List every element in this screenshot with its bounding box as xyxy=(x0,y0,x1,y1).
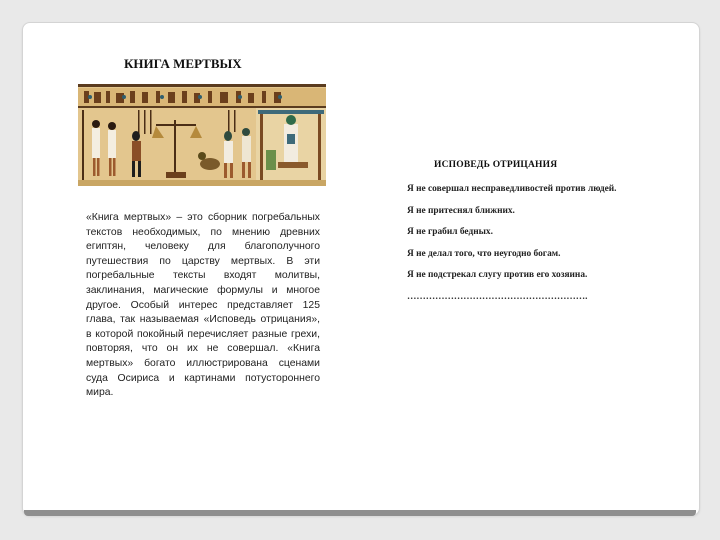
confession-item: Я не подстрекал слугу против его хозяина. xyxy=(407,270,588,280)
confession-item: Я не грабил бедных. xyxy=(407,227,493,237)
judgment-scene-image xyxy=(78,84,326,186)
slide-title: КНИГА МЕРТВЫХ xyxy=(124,56,242,71)
confession-ellipsis: …………………………………………………. xyxy=(407,291,588,302)
confession-item: Я не совершал несправедливостей против людей. xyxy=(407,184,617,194)
confession-item: Я не делал того, что неугодно богам. xyxy=(407,248,561,259)
book-description: «Книга мертвых» – это сборник погребальных текстов необходимых, по мнению древних египтян, человеку для благополучного путешествия по царству мертвых. В эти погребальные тексты входят молитвы, заклинания, магические формулы и многое другое. Особый интерес представляет 125 глава, так называемая «Исповедь отрицания», в которой покойный перечисляет разные грехи, повторяя, что он их не совершал. «Книга мертвых» богато иллюстрирована сценами суда Осириса и картинами потустороннего мира. xyxy=(86,212,320,399)
confession-item: Я не притеснял ближних. xyxy=(407,205,515,216)
confession-list xyxy=(407,183,617,312)
confession-heading: ИСПОВЕДЬ ОТРИЦАНИЯ xyxy=(434,160,558,170)
papyrus-illustration xyxy=(78,84,326,186)
slide-bottom-bar xyxy=(24,510,696,516)
